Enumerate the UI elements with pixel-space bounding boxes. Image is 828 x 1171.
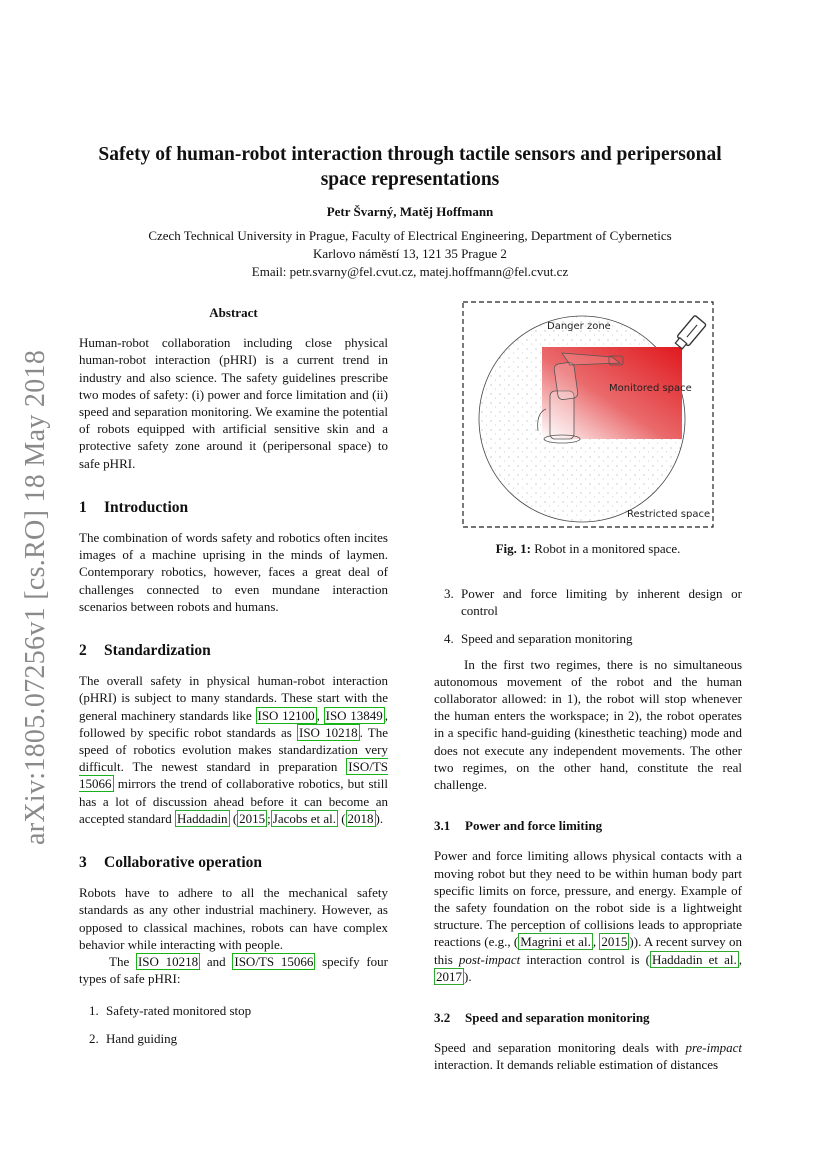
robot-diagram bbox=[462, 301, 714, 528]
list-item: 3. Power and force limiting by inherent design or control bbox=[444, 586, 742, 619]
citation-link[interactable]: ISO 12100 bbox=[257, 707, 315, 723]
citation-link[interactable]: ISO 10218 bbox=[137, 954, 199, 970]
intro-paragraph: The combination of words safety and robotics often incites images of a machine uprising in the minds of laymen. Contemporary robotics, however, faces a great deal of challenges connected to even mundane interaction scenarios between robots and humans. bbox=[79, 530, 388, 614]
right-column bbox=[434, 585, 742, 1074]
subsection-heading: 3.1 Power and force limiting bbox=[434, 818, 603, 834]
collab-paragraph: In the first two regimes, there is no simultaneous autonomous movement of the robot and the human collaborator allowed: in 1), the robot will stop whenever the human enters the workspace; in 2), the robot operates in a specific hand-guiding (kinesthetic teaching) mode and does not execute any independent movements. The other two regimes, on the other hand, constitute the real challenge. bbox=[434, 656, 742, 793]
pfl-paragraph: Power and force limiting allows physical contacts with a moving robot but they need to be within human body part specific limits on force, pressure, and energy. Example of the safety foundation on the robot side is a lightweight structure. The perception of collisions leads to appropriate reactions (e.g., ( Magrini et al. , 2015 )). A recent survey on this post-impact interaction control is ( Haddadin et al. , 2017 ). bbox=[434, 848, 742, 984]
citation-link[interactable]: Jacobs et al. bbox=[272, 810, 336, 826]
paper-title: Safety of human-robot interaction through tactile sensors and peripersonal space representations bbox=[98, 144, 722, 190]
address-line: Karlovo náměstí 13, 121 35 Prague 2 bbox=[313, 246, 507, 261]
citation-link[interactable]: Haddadin et al. bbox=[652, 951, 737, 967]
ssm-paragraph: Speed and separation monitoring deals with pre-impact interaction. It demands reliable estimation of distances bbox=[434, 1040, 742, 1073]
figure-caption: Fig. 1: Robot in a monitored space. bbox=[495, 541, 681, 556]
citation-link[interactable]: ISO 10218 bbox=[298, 724, 358, 740]
affiliation bbox=[80, 227, 740, 281]
citation-link[interactable]: 2018 bbox=[347, 810, 374, 826]
figure-robot-monitored-space bbox=[462, 301, 714, 528]
abstract-text: Human-robot collaboration including close physical human-robot interaction (pHRI) is a current trend in industry and also science. The safety guidelines prescribe two modes of safety: (i) power and force limitation and (ii) speed and separation monitoring. We examine the potential of robots equipped with artificial sensitive skin and a protective safety zone around it (peripersonal space) to safe pHRI. bbox=[79, 335, 388, 471]
danger-zone-label: Danger zone bbox=[547, 321, 611, 332]
citation-link[interactable]: Haddadin bbox=[177, 810, 228, 826]
standardization-paragraph: The overall safety in physical human-robot interaction (pHRI) is subject to many standards. These start with the general machinery standards like ISO 12100 , ISO 13849 , followed by specific robot standards as ISO 10218 . The speed of robotics evolution makes standardization very difficult. The newest standard in preparation ISO/TS 15066 mirrors the trend of collaborative robotics, but still has a lot of discussion ahead before it can become an accepted standard Haddadin ( 2015 ; Jacobs et al. ( 2018 ). bbox=[79, 673, 389, 826]
camera-icon bbox=[673, 315, 706, 351]
authors: Petr Švarný, Matěj Hoffmann bbox=[326, 204, 494, 219]
subsection-heading: 3.2 Speed and separation monitoring bbox=[434, 1010, 650, 1026]
restricted-space-label: Restricted space bbox=[627, 509, 711, 520]
citation-link[interactable]: Magrini et al. bbox=[520, 934, 591, 950]
arxiv-stamp: arXiv:1805.07256v1 [cs.RO] 18 May 2018 bbox=[20, 349, 51, 845]
citation-link[interactable]: ISO 13849 bbox=[325, 707, 383, 723]
email-line: Email: petr.svarny@fel.cvut.cz, matej.hoffmann@fel.cvut.cz bbox=[251, 264, 569, 279]
section-heading: 2 Standardization bbox=[79, 642, 211, 660]
list-item: 2. Hand guiding bbox=[89, 1030, 178, 1046]
citation-link[interactable]: 2015 bbox=[601, 934, 628, 950]
affiliation-line: Czech Technical University in Prague, Faculty of Electrical Engineering, Department of Cybernetics bbox=[148, 228, 672, 243]
abstract-heading: Abstract bbox=[209, 305, 258, 320]
citation-link[interactable]: 2017 bbox=[436, 968, 462, 984]
collab-paragraph: Robots have to adhere to all the mechanical safety standards as any other industrial machinery. However, as opposed to classical machines, robots can have complex behavior while interacting with people. bbox=[79, 885, 388, 952]
monitored-space-label: Monitored space bbox=[609, 383, 692, 394]
section-heading: 1 Introduction bbox=[79, 498, 189, 516]
citation-link[interactable]: ISO/TS 15066 bbox=[234, 954, 314, 970]
left-column bbox=[79, 304, 388, 1055]
citation-link[interactable]: ISO/TS 15066 bbox=[79, 759, 388, 792]
list-item: 4. Speed and separation monitoring bbox=[444, 631, 633, 647]
section-heading: 3 Collaborative operation bbox=[79, 854, 262, 872]
list-item: 1. Safety-rated monitored stop bbox=[89, 1002, 252, 1018]
citation-link[interactable]: 2015 bbox=[239, 810, 266, 826]
collab-paragraph: The ISO 10218 and ISO/TS 15066 specify four types of safe pHRI: bbox=[79, 954, 389, 987]
